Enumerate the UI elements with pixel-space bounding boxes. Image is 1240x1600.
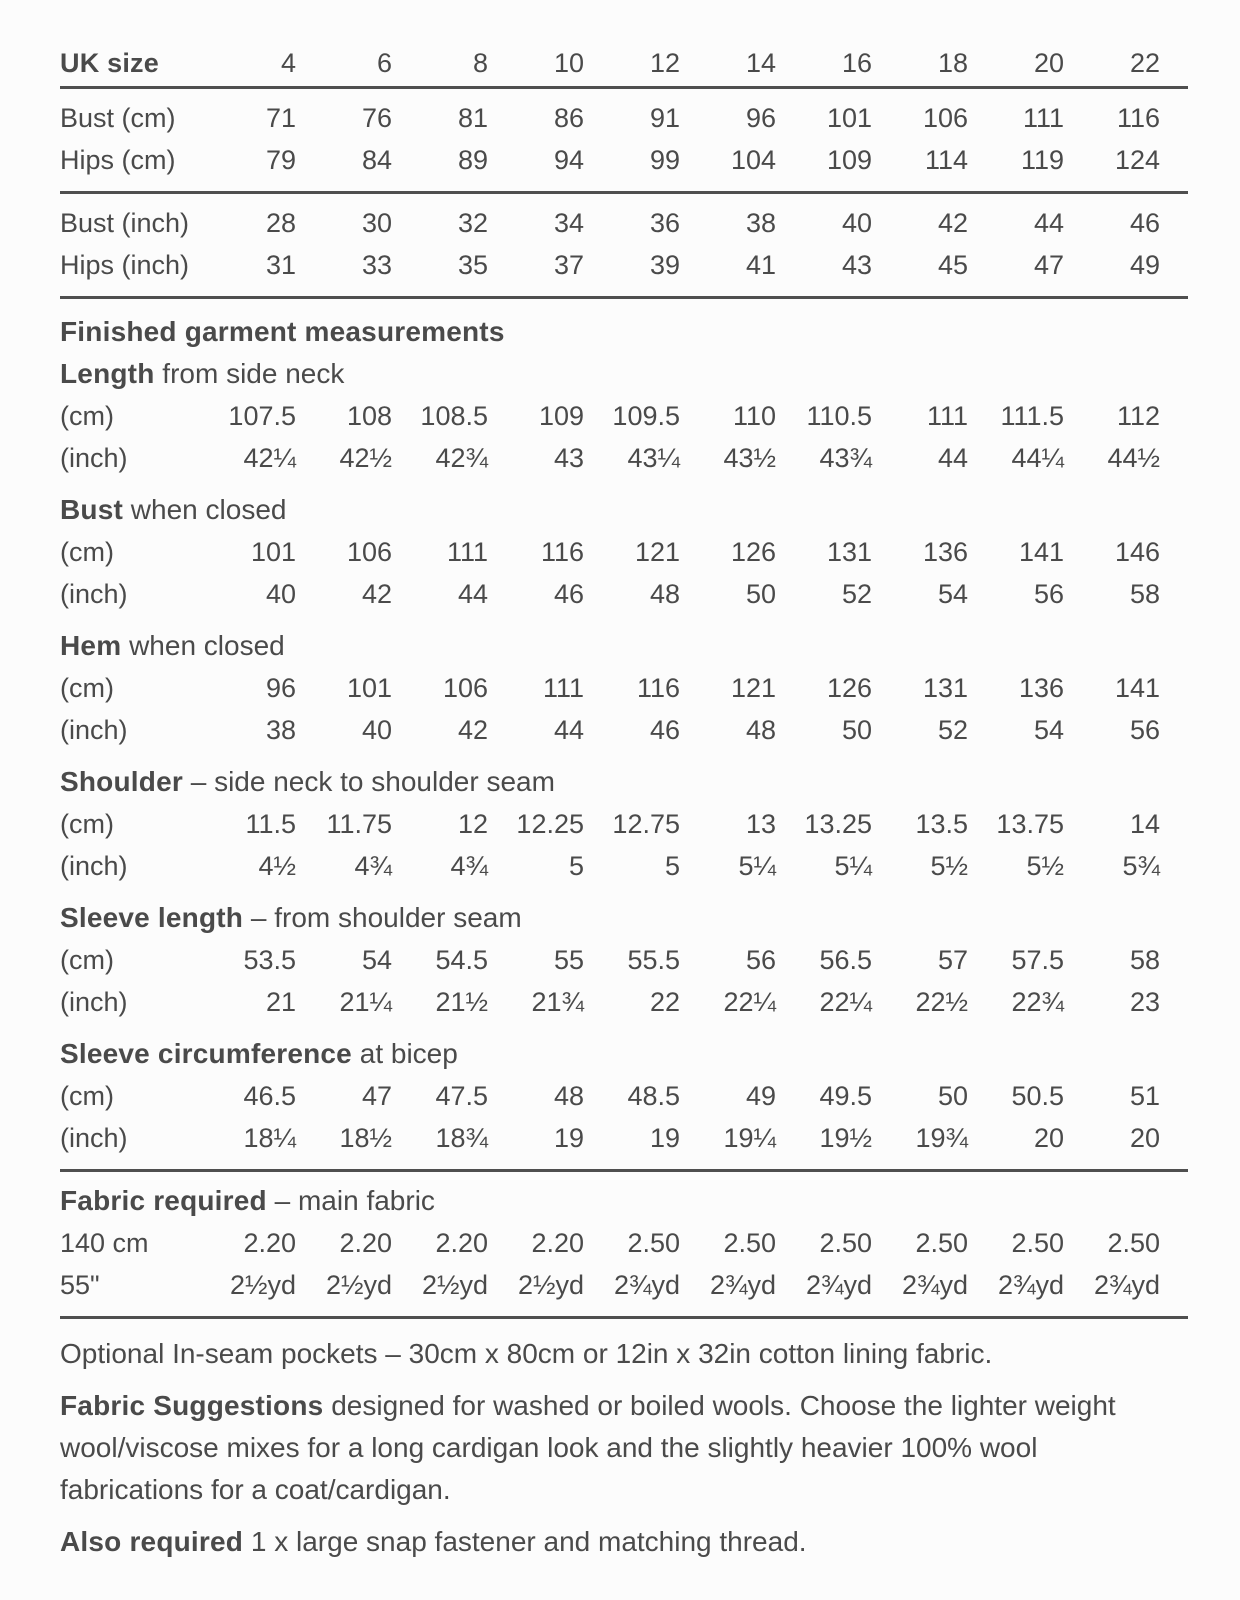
value-cell: 5 <box>568 850 584 881</box>
section-title-bold: Shoulder <box>60 766 183 797</box>
value-cell: 38 <box>265 714 296 745</box>
value-cell: 18 <box>937 47 968 78</box>
value-cell: 111 <box>1022 102 1064 133</box>
value-cell: 23 <box>1129 986 1160 1017</box>
section-title-rest: from side neck <box>154 358 345 389</box>
section-title-rest: – main fabric <box>266 1185 435 1216</box>
value-cell: 54.5 <box>435 944 488 975</box>
value-cell: 121 <box>730 672 776 703</box>
value-cell: 54 <box>361 944 392 975</box>
value-cell: 14 <box>745 47 776 78</box>
section-length-table <box>60 395 1160 479</box>
value-cell: 22 <box>649 986 680 1017</box>
value-cell: 41 <box>745 249 776 280</box>
value-cell: 111.5 <box>1000 400 1064 431</box>
section-title-rest: when closed <box>121 630 285 661</box>
section-length-title <box>60 353 1188 395</box>
value-cell: 42¾ <box>435 442 488 473</box>
value-cell: 96 <box>745 102 776 133</box>
value-cell: 21½ <box>435 986 488 1017</box>
value-cell: 2.20 <box>531 1227 584 1258</box>
value-cell: 110.5 <box>806 400 872 431</box>
fabric-suggestions-label: Fabric Suggestions <box>60 1390 324 1421</box>
value-cell: 2¾yd <box>613 1269 680 1300</box>
row-label: (inch) <box>60 986 128 1017</box>
section-sleeve-circumference <box>60 1033 1188 1159</box>
value-cell: 4¾ <box>354 850 392 881</box>
value-cell: 56 <box>1033 578 1064 609</box>
row-label: (cm) <box>60 672 114 703</box>
value-cell: 50.5 <box>1011 1080 1064 1111</box>
divider <box>60 1316 1188 1319</box>
body-measurements-inch-table <box>60 202 1160 286</box>
value-cell: 56.5 <box>819 944 872 975</box>
value-cell: 107.5 <box>228 400 296 431</box>
value-cell: 101 <box>250 536 296 567</box>
value-cell: 2¾yd <box>1093 1269 1160 1300</box>
value-cell: 34 <box>553 207 584 238</box>
value-cell: 44 <box>1033 207 1064 238</box>
value-cell: 2.50 <box>723 1227 776 1258</box>
value-cell: 50 <box>937 1080 968 1111</box>
finished-measurements-title: Finished garment measurements <box>60 316 505 347</box>
value-cell: 111 <box>446 536 488 567</box>
value-cell: 141 <box>1018 536 1064 567</box>
value-cell: 36 <box>649 207 680 238</box>
value-cell: 124 <box>1114 144 1160 175</box>
table-row <box>60 395 1160 437</box>
value-cell: 8 <box>472 47 488 78</box>
value-cell: 11.5 <box>245 808 296 839</box>
section-title-rest: – from shoulder seam <box>243 902 522 933</box>
value-cell: 106 <box>442 672 488 703</box>
table-row <box>60 709 1160 751</box>
value-cell: 20 <box>1033 47 1064 78</box>
value-cell: 44 <box>553 714 584 745</box>
value-cell: 108.5 <box>420 400 488 431</box>
value-cell: 54 <box>1033 714 1064 745</box>
value-cell: 16 <box>841 47 872 78</box>
value-cell: 46 <box>649 714 680 745</box>
value-cell: 45 <box>937 249 968 280</box>
value-cell: 2.50 <box>627 1227 680 1258</box>
section-title-bold: Fabric required <box>60 1185 267 1216</box>
value-cell: 112 <box>1116 400 1160 431</box>
value-cell: 33 <box>361 249 392 280</box>
row-label: UK size <box>60 47 159 78</box>
table-row <box>60 437 1160 479</box>
also-required-text: 1 x large snap fastener and matching thread. <box>243 1526 807 1557</box>
value-cell: 48 <box>649 578 680 609</box>
value-cell: 31 <box>265 249 296 280</box>
section-title-rest: at bicep <box>351 1038 458 1069</box>
value-cell: 12.75 <box>612 808 680 839</box>
value-cell: 109 <box>826 144 872 175</box>
value-cell: 52 <box>937 714 968 745</box>
fabric-suggestions-note <box>60 1385 1170 1511</box>
value-cell: 19½ <box>819 1122 872 1153</box>
table-row <box>60 981 1160 1023</box>
table-row <box>60 939 1160 981</box>
value-cell: 57.5 <box>1011 944 1064 975</box>
value-cell: 111 <box>926 400 968 431</box>
value-cell: 44 <box>937 442 968 473</box>
value-cell: 50 <box>745 578 776 609</box>
value-cell: 2.50 <box>915 1227 968 1258</box>
value-cell: 86 <box>553 102 584 133</box>
section-title-bold: Length <box>60 358 155 389</box>
value-cell: 91 <box>649 102 680 133</box>
value-cell: 110 <box>732 400 776 431</box>
fabric-suggestions-text: designed for washed or boiled wools. Choose the lighter weight wool/viscose mixes for a long cardigan look and the slightly heavier 100% wool fabrications for a coat/cardigan. <box>60 1390 1116 1505</box>
body-measurements-cm-table <box>60 97 1160 181</box>
value-cell: 2¾yd <box>805 1269 872 1300</box>
table-row <box>60 531 1160 573</box>
value-cell: 47 <box>361 1080 392 1111</box>
section-title-bold: Sleeve circumference <box>60 1038 352 1069</box>
value-cell: 101 <box>346 672 392 703</box>
value-cell: 2¾yd <box>709 1269 776 1300</box>
value-cell: 126 <box>826 672 872 703</box>
value-cell: 10 <box>553 47 584 78</box>
value-cell: 96 <box>265 672 296 703</box>
value-cell: 46.5 <box>243 1080 296 1111</box>
section-title-rest: – side neck to shoulder seam <box>182 766 555 797</box>
value-cell: 2½yd <box>421 1269 488 1300</box>
value-cell: 114 <box>924 144 968 175</box>
row-label: (inch) <box>60 442 128 473</box>
row-label: Hips (inch) <box>60 249 190 280</box>
value-cell: 84 <box>361 144 392 175</box>
table-row <box>60 573 1160 615</box>
value-cell: 40 <box>841 207 872 238</box>
divider <box>60 86 1188 89</box>
row-label: 55" <box>60 1269 100 1300</box>
value-cell: 48 <box>745 714 776 745</box>
value-cell: 5¼ <box>738 850 776 881</box>
table-row <box>60 845 1160 887</box>
table-row <box>60 667 1160 709</box>
value-cell: 5¾ <box>1122 850 1160 881</box>
value-cell: 116 <box>636 672 680 703</box>
row-label: (cm) <box>60 400 114 431</box>
value-cell: 19 <box>553 1122 584 1153</box>
value-cell: 2.20 <box>339 1227 392 1258</box>
value-cell: 18½ <box>339 1122 392 1153</box>
value-cell: 46 <box>553 578 584 609</box>
also-required-note <box>60 1521 1170 1563</box>
row-label: (cm) <box>60 808 114 839</box>
value-cell: 2.20 <box>243 1227 296 1258</box>
section-sleeve-length-title <box>60 897 1188 939</box>
table-row <box>60 139 1160 181</box>
value-cell: 111 <box>542 672 584 703</box>
value-cell: 57 <box>937 944 968 975</box>
value-cell: 12 <box>649 47 680 78</box>
value-cell: 56 <box>1129 714 1160 745</box>
value-cell: 52 <box>841 578 872 609</box>
value-cell: 99 <box>649 144 680 175</box>
value-cell: 2½yd <box>325 1269 392 1300</box>
value-cell: 32 <box>457 207 488 238</box>
value-cell: 49.5 <box>819 1080 872 1111</box>
value-cell: 49 <box>745 1080 776 1111</box>
row-label: 140 cm <box>60 1227 149 1258</box>
value-cell: 2.50 <box>1107 1227 1160 1258</box>
value-cell: 20 <box>1129 1122 1160 1153</box>
row-label: (inch) <box>60 1122 128 1153</box>
table-row <box>60 803 1160 845</box>
value-cell: 50 <box>841 714 872 745</box>
value-cell: 40 <box>265 578 296 609</box>
value-cell: 42¼ <box>243 442 296 473</box>
value-cell: 43¾ <box>819 442 872 473</box>
value-cell: 13 <box>745 808 776 839</box>
value-cell: 22¾ <box>1011 986 1064 1017</box>
value-cell: 2¾yd <box>997 1269 1064 1300</box>
value-cell: 5½ <box>930 850 968 881</box>
value-cell: 35 <box>457 249 488 280</box>
table-row <box>60 244 1160 286</box>
section-bust-table <box>60 531 1160 615</box>
value-cell: 71 <box>265 102 296 133</box>
value-cell: 2.20 <box>435 1227 488 1258</box>
value-cell: 13.25 <box>804 808 872 839</box>
value-cell: 47 <box>1033 249 1064 280</box>
value-cell: 55 <box>553 944 584 975</box>
value-cell: 42 <box>361 578 392 609</box>
value-cell: 44 <box>457 578 488 609</box>
section-title-bold: Sleeve length <box>60 902 244 933</box>
value-cell: 146 <box>1114 536 1160 567</box>
value-cell: 42 <box>457 714 488 745</box>
value-cell: 42 <box>937 207 968 238</box>
value-cell: 116 <box>1116 102 1160 133</box>
uk-size-table <box>60 40 1160 86</box>
value-cell: 55.5 <box>627 944 680 975</box>
section-title-bold: Bust <box>60 494 124 525</box>
value-cell: 5¼ <box>834 850 872 881</box>
value-cell: 21 <box>265 986 296 1017</box>
value-cell: 2½yd <box>517 1269 584 1300</box>
divider <box>60 1169 1188 1172</box>
value-cell: 5 <box>664 850 680 881</box>
value-cell: 43 <box>841 249 872 280</box>
value-cell: 131 <box>922 672 968 703</box>
table-row <box>60 1117 1160 1159</box>
value-cell: 109 <box>538 400 584 431</box>
value-cell: 12 <box>457 808 488 839</box>
value-cell: 89 <box>457 144 488 175</box>
value-cell: 49 <box>1129 249 1160 280</box>
section-hem-title <box>60 625 1188 667</box>
value-cell: 13.5 <box>915 808 968 839</box>
section-sleeve-length <box>60 897 1188 1023</box>
value-cell: 136 <box>1018 672 1064 703</box>
section-sleeve-length-table <box>60 939 1160 1023</box>
section-bust-title <box>60 489 1188 531</box>
table-row <box>60 1075 1160 1117</box>
value-cell: 30 <box>361 207 392 238</box>
value-cell: 2½yd <box>229 1269 296 1300</box>
value-cell: 106 <box>922 102 968 133</box>
value-cell: 44½ <box>1107 442 1160 473</box>
value-cell: 51 <box>1129 1080 1160 1111</box>
value-cell: 6 <box>376 47 392 78</box>
fabric-required-table <box>60 1222 1160 1306</box>
value-cell: 19¾ <box>915 1122 968 1153</box>
value-cell: 76 <box>361 102 392 133</box>
value-cell: 43 <box>553 442 584 473</box>
value-cell: 22¼ <box>723 986 776 1017</box>
row-label: Bust (cm) <box>60 102 176 133</box>
value-cell: 121 <box>634 536 680 567</box>
value-cell: 28 <box>265 207 296 238</box>
value-cell: 54 <box>937 578 968 609</box>
value-cell: 126 <box>730 536 776 567</box>
value-cell: 43½ <box>723 442 776 473</box>
section-sleeve-circumference-table <box>60 1075 1160 1159</box>
value-cell: 21¼ <box>339 986 392 1017</box>
value-cell: 108 <box>346 400 392 431</box>
value-cell: 4 <box>280 47 296 78</box>
value-cell: 104 <box>730 144 776 175</box>
value-cell: 11.75 <box>326 808 392 839</box>
also-required-label: Also required <box>60 1526 244 1557</box>
size-chart-page <box>60 40 1188 1563</box>
value-cell: 19¼ <box>723 1122 776 1153</box>
value-cell: 119 <box>1020 144 1064 175</box>
value-cell: 4½ <box>258 850 296 881</box>
value-cell: 22½ <box>915 986 968 1017</box>
divider <box>60 296 1188 299</box>
value-cell: 53.5 <box>243 944 296 975</box>
value-cell: 101 <box>826 102 872 133</box>
value-cell: 43¼ <box>627 442 680 473</box>
value-cell: 109.5 <box>612 400 680 431</box>
section-shoulder-title <box>60 761 1188 803</box>
section-fabric-required <box>60 1180 1188 1306</box>
row-label: (inch) <box>60 714 128 745</box>
value-cell: 12.25 <box>516 808 584 839</box>
row-label: (inch) <box>60 578 128 609</box>
value-cell: 18¼ <box>243 1122 296 1153</box>
section-title-rest: when closed <box>123 494 287 525</box>
value-cell: 4¾ <box>450 850 488 881</box>
value-cell: 48.5 <box>627 1080 680 1111</box>
value-cell: 22¼ <box>819 986 872 1017</box>
section-shoulder <box>60 761 1188 887</box>
table-row <box>60 202 1160 244</box>
value-cell: 47.5 <box>435 1080 488 1111</box>
value-cell: 13.75 <box>996 808 1064 839</box>
value-cell: 39 <box>649 249 680 280</box>
section-hem-table <box>60 667 1160 751</box>
row-label: Hips (cm) <box>60 144 176 175</box>
value-cell: 44¼ <box>1011 442 1064 473</box>
row-label: (inch) <box>60 850 128 881</box>
value-cell: 40 <box>361 714 392 745</box>
value-cell: 2.50 <box>819 1227 872 1258</box>
table-row <box>60 97 1160 139</box>
value-cell: 116 <box>540 536 584 567</box>
value-cell: 22 <box>1129 47 1160 78</box>
value-cell: 94 <box>553 144 584 175</box>
value-cell: 81 <box>457 102 488 133</box>
section-length <box>60 353 1188 479</box>
optional-pockets-note: Optional In-seam pockets – 30cm x 80cm or 12in x 32in cotton lining fabric. <box>60 1338 993 1369</box>
section-bust <box>60 489 1188 615</box>
section-title-bold: Hem <box>60 630 122 661</box>
table-row <box>60 40 1160 86</box>
value-cell: 42½ <box>339 442 392 473</box>
value-cell: 131 <box>826 536 872 567</box>
table-row <box>60 1222 1160 1264</box>
value-cell: 136 <box>922 536 968 567</box>
row-label: (cm) <box>60 944 114 975</box>
value-cell: 2¾yd <box>901 1269 968 1300</box>
section-hem <box>60 625 1188 751</box>
value-cell: 18¾ <box>435 1122 488 1153</box>
section-sleeve-circumference-title <box>60 1033 1188 1075</box>
section-shoulder-table <box>60 803 1160 887</box>
row-label: (cm) <box>60 1080 114 1111</box>
divider <box>60 191 1188 194</box>
value-cell: 106 <box>346 536 392 567</box>
value-cell: 46 <box>1129 207 1160 238</box>
value-cell: 79 <box>265 144 296 175</box>
value-cell: 58 <box>1129 578 1160 609</box>
value-cell: 20 <box>1033 1122 1064 1153</box>
value-cell: 58 <box>1129 944 1160 975</box>
value-cell: 19 <box>649 1122 680 1153</box>
row-label: (cm) <box>60 536 114 567</box>
fabric-required-title <box>60 1180 1188 1222</box>
value-cell: 141 <box>1114 672 1160 703</box>
value-cell: 48 <box>553 1080 584 1111</box>
value-cell: 38 <box>745 207 776 238</box>
value-cell: 2.50 <box>1011 1227 1064 1258</box>
value-cell: 37 <box>553 249 584 280</box>
value-cell: 5½ <box>1026 850 1064 881</box>
value-cell: 14 <box>1129 808 1160 839</box>
row-label: Bust (inch) <box>60 207 190 238</box>
value-cell: 56 <box>745 944 776 975</box>
table-row <box>60 1264 1160 1306</box>
value-cell: 21¾ <box>531 986 584 1017</box>
